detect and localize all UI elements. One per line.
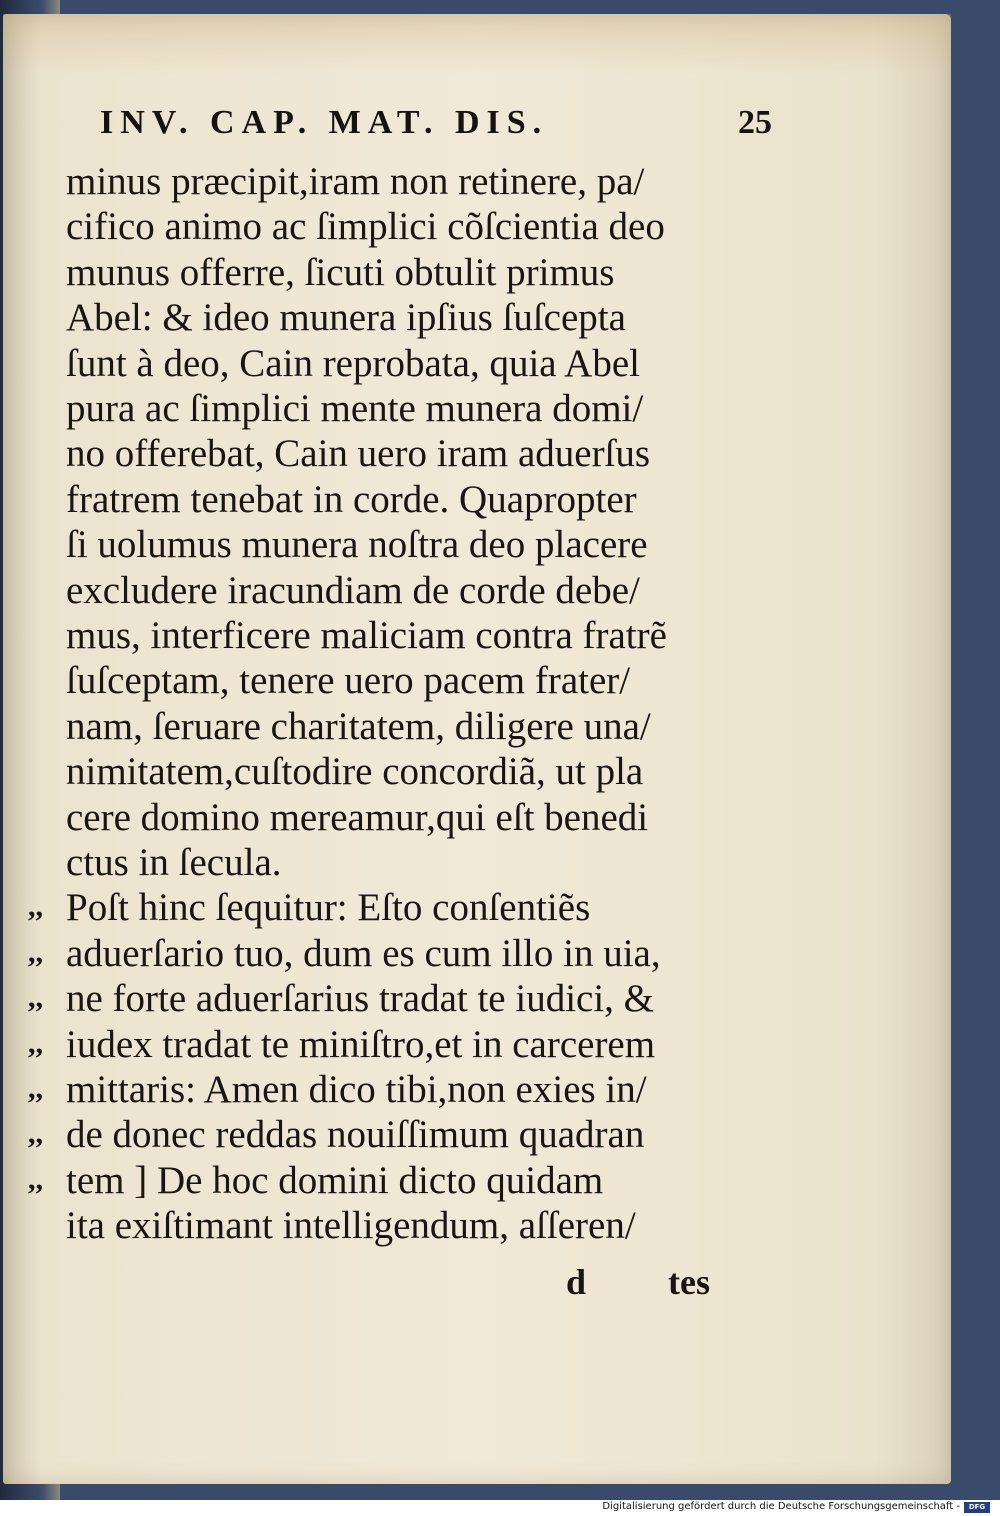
- margin-quote-mark: ,,: [28, 981, 43, 1015]
- text-line: excludere iracundiam de corde debe/: [66, 568, 640, 612]
- text-line: aduerſario tuo, dum es cum illo in uia,: [66, 931, 661, 975]
- text-line: no offerebat, Cain uero iram aduerſus: [66, 432, 651, 476]
- text-line: ctus in ſecula.: [66, 841, 282, 884]
- text-line: ita exiſtimant intelligendum, aſſeren/: [66, 1204, 636, 1248]
- text-line: Poſt hinc ſequitur: Eſto conſentiẽs: [66, 886, 591, 930]
- text-line: nam, ſeruare charitatem, diligere una/: [66, 704, 651, 748]
- page-stain: [3, 14, 951, 74]
- page-number: 25: [738, 104, 772, 141]
- text-line: ſunt à deo, Cain reprobata, quia Abel: [66, 341, 640, 385]
- text-line: munus offerre, ſicuti obtulit primus: [66, 250, 615, 294]
- text-line: ne forte aduerſarius tradat te iudici, &: [66, 977, 655, 1021]
- text-line: nimitatem,cuſtodire concordiã, ut pla: [66, 750, 644, 794]
- text-line: cere domino mereamur,qui eſt benedi: [66, 795, 649, 839]
- margin-quote-mark: ,,: [28, 890, 43, 924]
- signature-mark: d: [566, 1262, 587, 1302]
- catchword: tes: [668, 1262, 710, 1302]
- text-line: cifico animo ac ſimplici cõſcientia deo: [66, 205, 665, 249]
- funding-credit: Digitalisierung gefördert durch die Deutsche Forschungsgemeinschaft -: [602, 1501, 960, 1512]
- text-line: mittaris: Amen dico tibi,non exies in/: [66, 1068, 647, 1111]
- margin-quote-mark: ,,: [28, 1117, 43, 1151]
- margin-quote-mark: ,,: [28, 935, 43, 969]
- text-line: iudex tradat te miniſtro,et in carcerem: [66, 1022, 656, 1066]
- text-line: tem ] De hoc domini dicto quidam: [66, 1158, 604, 1202]
- text-line: ſuſceptam, tenere uero pacem frater/: [66, 659, 631, 703]
- running-title: INV. CAP. MAT. DIS.: [100, 104, 549, 141]
- margin-quote-mark: ,,: [28, 1026, 43, 1060]
- margin-quote-mark: ,,: [28, 1162, 43, 1196]
- text-line: pura ac ſimplici mente munera domi/: [66, 387, 644, 430]
- text-line: fratrem tenebat in corde. Quapropter: [66, 477, 637, 521]
- text-line: minus præcipit,iram non retinere, pa/: [66, 160, 645, 203]
- text-line: ſi uolumus munera noſtra deo placere: [66, 523, 648, 567]
- text-line: Abel: & ideo munera ipſius ſuſcepta: [66, 296, 626, 340]
- margin-quote-mark: ,,: [28, 1072, 43, 1105]
- text-line: de donec reddas nouiſſimum quadran: [66, 1113, 645, 1157]
- text-line: mus, interficere maliciam contra fratrẽ: [66, 614, 667, 657]
- dfg-logo-icon: DFG: [964, 1502, 990, 1513]
